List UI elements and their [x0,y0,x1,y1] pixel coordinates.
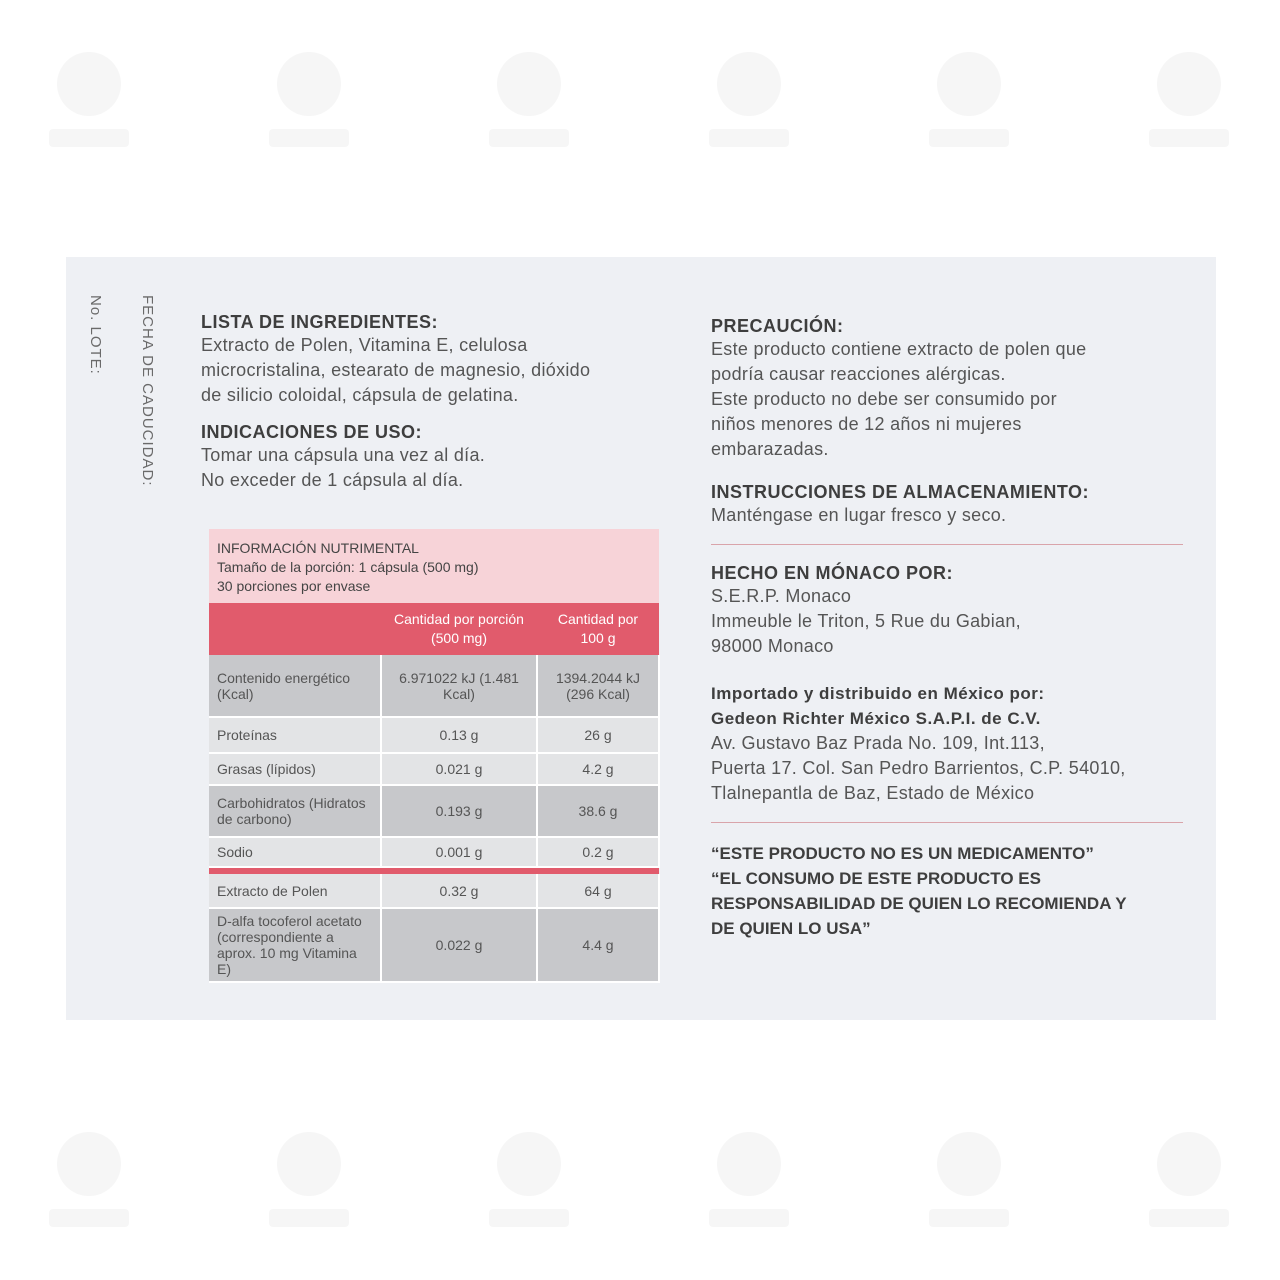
disclaimer-line: “EL CONSUMO DE ESTE PRODUCTO ES [711,869,1041,888]
made-in-title: HECHO EN MÓNACO POR: [711,563,954,583]
table-row [209,837,659,867]
watermark-logo [924,1124,1014,1234]
precaution-text [711,337,1191,462]
table-row [209,785,659,837]
manufacturer-line: Immeuble le Triton, 5 Rue du Gabian, [711,611,1021,631]
precaution-line: embarazadas. [711,439,829,459]
precaution-line: podría causar reacciones alérgicas. [711,364,1006,384]
ingredients-title: LISTA DE INGREDIENTES: [201,312,439,332]
watermark-logo [264,44,354,154]
usage-title: INDICACIONES DE USO: [201,422,423,442]
importer-title: Importado y distribuido en México por: [711,684,1045,703]
usage-text [201,443,681,493]
usage-line: Tomar una cápsula una vez al día. [201,445,486,465]
table-row [209,655,659,717]
disclaimer-line: DE QUIEN LO USA” [711,919,871,938]
nutrient-per-serving: 6.971022 kJ (1.481 Kcal) [381,655,537,717]
servings-per-container: 30 porciones por envase [217,578,371,594]
usage-line: No exceder de 1 cápsula al día. [201,470,464,490]
importer-line: Tlalnepantla de Baz, Estado de México [711,783,1035,803]
table-row [209,874,659,908]
watermark-logo [704,44,794,154]
table-row [209,908,659,982]
table-row [209,717,659,753]
disclaimer-line: “ESTE PRODUCTO NO ES UN MEDICAMENTO” [711,844,1094,863]
nutrient-per-100g: 4.4 g [537,908,659,982]
manufacturer-address [711,584,1191,659]
table-row [209,753,659,785]
importer-address [711,731,1191,806]
table-separator [209,867,659,874]
ingredients-line: Extracto de Polen, Vitamina E, celulosa [201,335,528,355]
importer-line: Av. Gustavo Baz Prada No. 109, Int.113, [711,733,1045,753]
nutrient-per-serving: 0.001 g [381,837,537,867]
precaution-line: Este producto no debe ser consumido por [711,389,1057,409]
lot-number-label: No. LOTE: [87,295,104,375]
watermark-logo [44,1124,134,1234]
nutrition-header [209,529,659,603]
ingredients-line: microcristalina, estearato de magnesio, dióxido [201,360,591,380]
watermark-logo [44,44,134,154]
header-blank [209,603,381,655]
ingredients-line: de silicio coloidal, cápsula de gelatina. [201,385,519,405]
importer-name: Gedeon Richter México S.A.P.I. de C.V. [711,709,1041,728]
watermark-logo [484,44,574,154]
watermark-logo [484,1124,574,1234]
watermark-logo [1144,1124,1234,1234]
nutrient-name: Sodio [209,837,381,867]
storage-text: Manténgase en lugar fresco y seco. [711,505,1007,525]
nutrient-per-serving: 0.13 g [381,717,537,753]
nutrient-name: D-alfa tocoferol acetato (correspondiente a aprox. 10 mg Vitamina E) [209,908,381,982]
nutrition-title: INFORMACIÓN NUTRIMENTAL [217,540,419,556]
storage-title: INSTRUCCIONES DE ALMACENAMIENTO: [711,482,1090,502]
nutrient-name: Proteínas [209,717,381,753]
divider [711,822,1183,823]
watermark-logo [924,44,1014,154]
nutrient-per-100g: 1394.2044 kJ (296 Kcal) [537,655,659,717]
watermark-logo [1144,44,1234,154]
nutrient-per-100g: 0.2 g [537,837,659,867]
manufacturer-line: 98000 Monaco [711,636,834,656]
nutrient-per-100g: 64 g [537,874,659,908]
left-column [201,312,681,493]
nutrient-name: Grasas (lípidos) [209,753,381,785]
divider [711,544,1183,545]
watermark-logo [264,1124,354,1234]
precaution-title: PRECAUCIÓN: [711,316,844,336]
ingredients-text [201,333,681,408]
legal-disclaimer [711,841,1191,941]
nutrient-name: Extracto de Polen [209,874,381,908]
nutrient-per-serving: 0.022 g [381,908,537,982]
expiry-date-label: FECHA DE CADUCIDAD: [139,295,156,487]
nutrient-name: Carbohidratos (Hidratos de carbono) [209,785,381,837]
nutrient-per-serving: 0.021 g [381,753,537,785]
serving-size: Tamaño de la porción: 1 cápsula (500 mg) [217,559,479,575]
importer-line: Puerta 17. Col. San Pedro Barrientos, C.P. 54010, [711,758,1126,778]
nutrient-name: Contenido energético (Kcal) [209,655,381,717]
manufacturer-line: S.E.R.P. Monaco [711,586,852,606]
nutrient-per-100g: 4.2 g [537,753,659,785]
right-column [711,316,1191,941]
nutrition-table [209,529,659,983]
disclaimer-line: RESPONSABILIDAD DE QUIEN LO RECOMIENDA Y [711,894,1127,913]
header-per-serving: Cantidad por porción (500 mg) [381,603,537,655]
nutrient-per-100g: 38.6 g [537,785,659,837]
precaution-line: Este producto contiene extracto de polen que [711,339,1087,359]
header-per-100g: Cantidad por 100 g [537,603,659,655]
nutrient-per-100g: 26 g [537,717,659,753]
watermark-logo [704,1124,794,1234]
nutrient-per-serving: 0.32 g [381,874,537,908]
precaution-line: niños menores de 12 años ni mujeres [711,414,1022,434]
nutrient-per-serving: 0.193 g [381,785,537,837]
